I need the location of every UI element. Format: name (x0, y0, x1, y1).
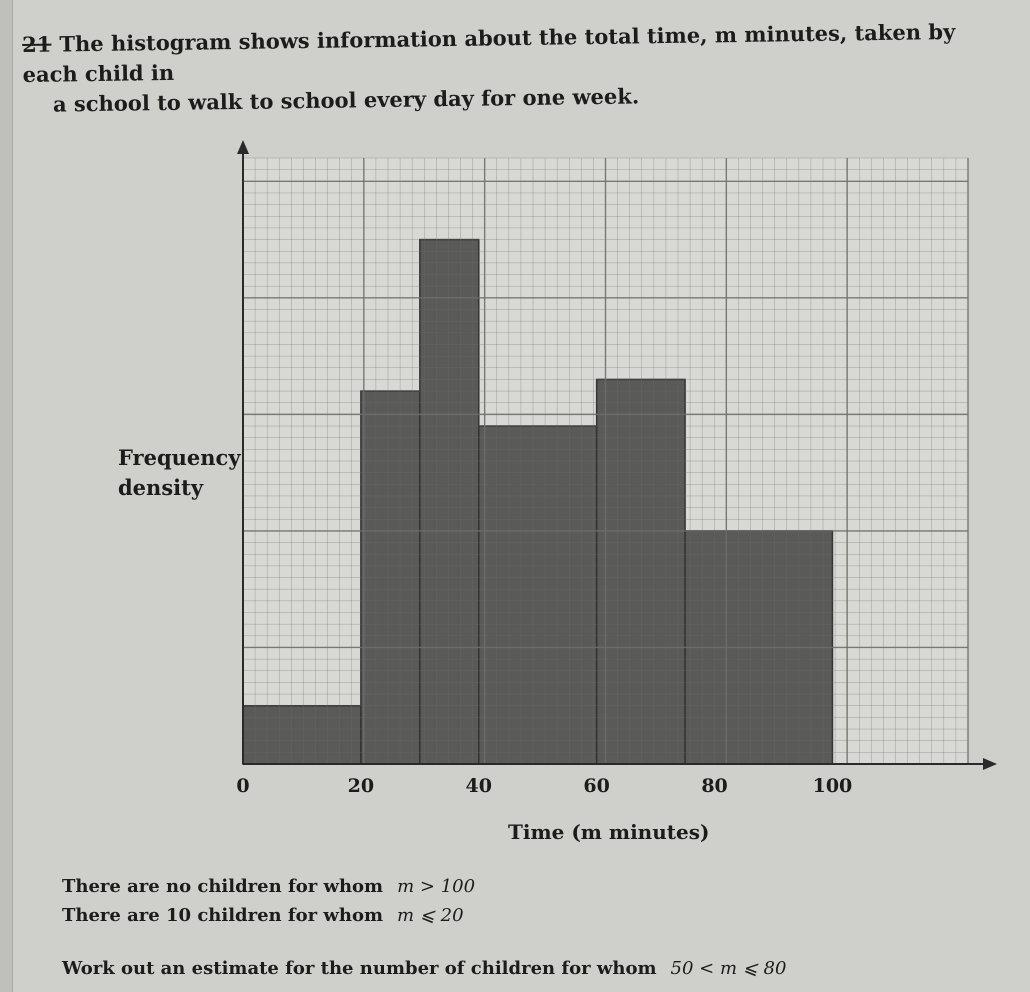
fact-line-1-math: m > 100 (397, 876, 476, 897)
y-axis-arrow (237, 140, 249, 154)
x-axis-arrow (983, 758, 997, 770)
task-text: Work out an estimate for the number of children for whom (62, 958, 657, 979)
histogram-bar-4 (597, 379, 685, 764)
histogram-bar-3 (479, 426, 597, 764)
question-number: 21 (22, 31, 52, 57)
x-tick-label-1: 20 (347, 775, 375, 797)
fact-line-2-text: There are 10 children for whom (62, 905, 384, 926)
question-line-1: The histogram shows information about the total time, m minutes, taken by each child in (22, 18, 956, 87)
fact-line-1 (62, 876, 475, 897)
x-tick-label-3: 60 (583, 775, 610, 797)
x-tick-label-2: 40 (465, 775, 492, 797)
y-axis-label: Frequency density (118, 445, 241, 500)
x-tick-label-0: 0 (236, 775, 250, 797)
grid-lines (243, 158, 968, 764)
x-tick-label-5: 100 (812, 775, 853, 797)
x-axis-label: Time (m minutes) (508, 820, 710, 844)
task-line (62, 958, 786, 979)
fact-line-1-text: There are no children for whom (62, 876, 384, 897)
task-math: 50 < m ⩽ 80 (670, 958, 787, 979)
question-line-2: a school to walk to school every day for one week. (52, 83, 640, 117)
x-tick-label-4: 80 (701, 775, 728, 797)
histogram-bar-0 (243, 706, 361, 764)
histogram-bar-2 (420, 240, 479, 764)
fact-line-2 (62, 905, 464, 926)
fact-line-2-math: m ⩽ 20 (397, 905, 464, 926)
